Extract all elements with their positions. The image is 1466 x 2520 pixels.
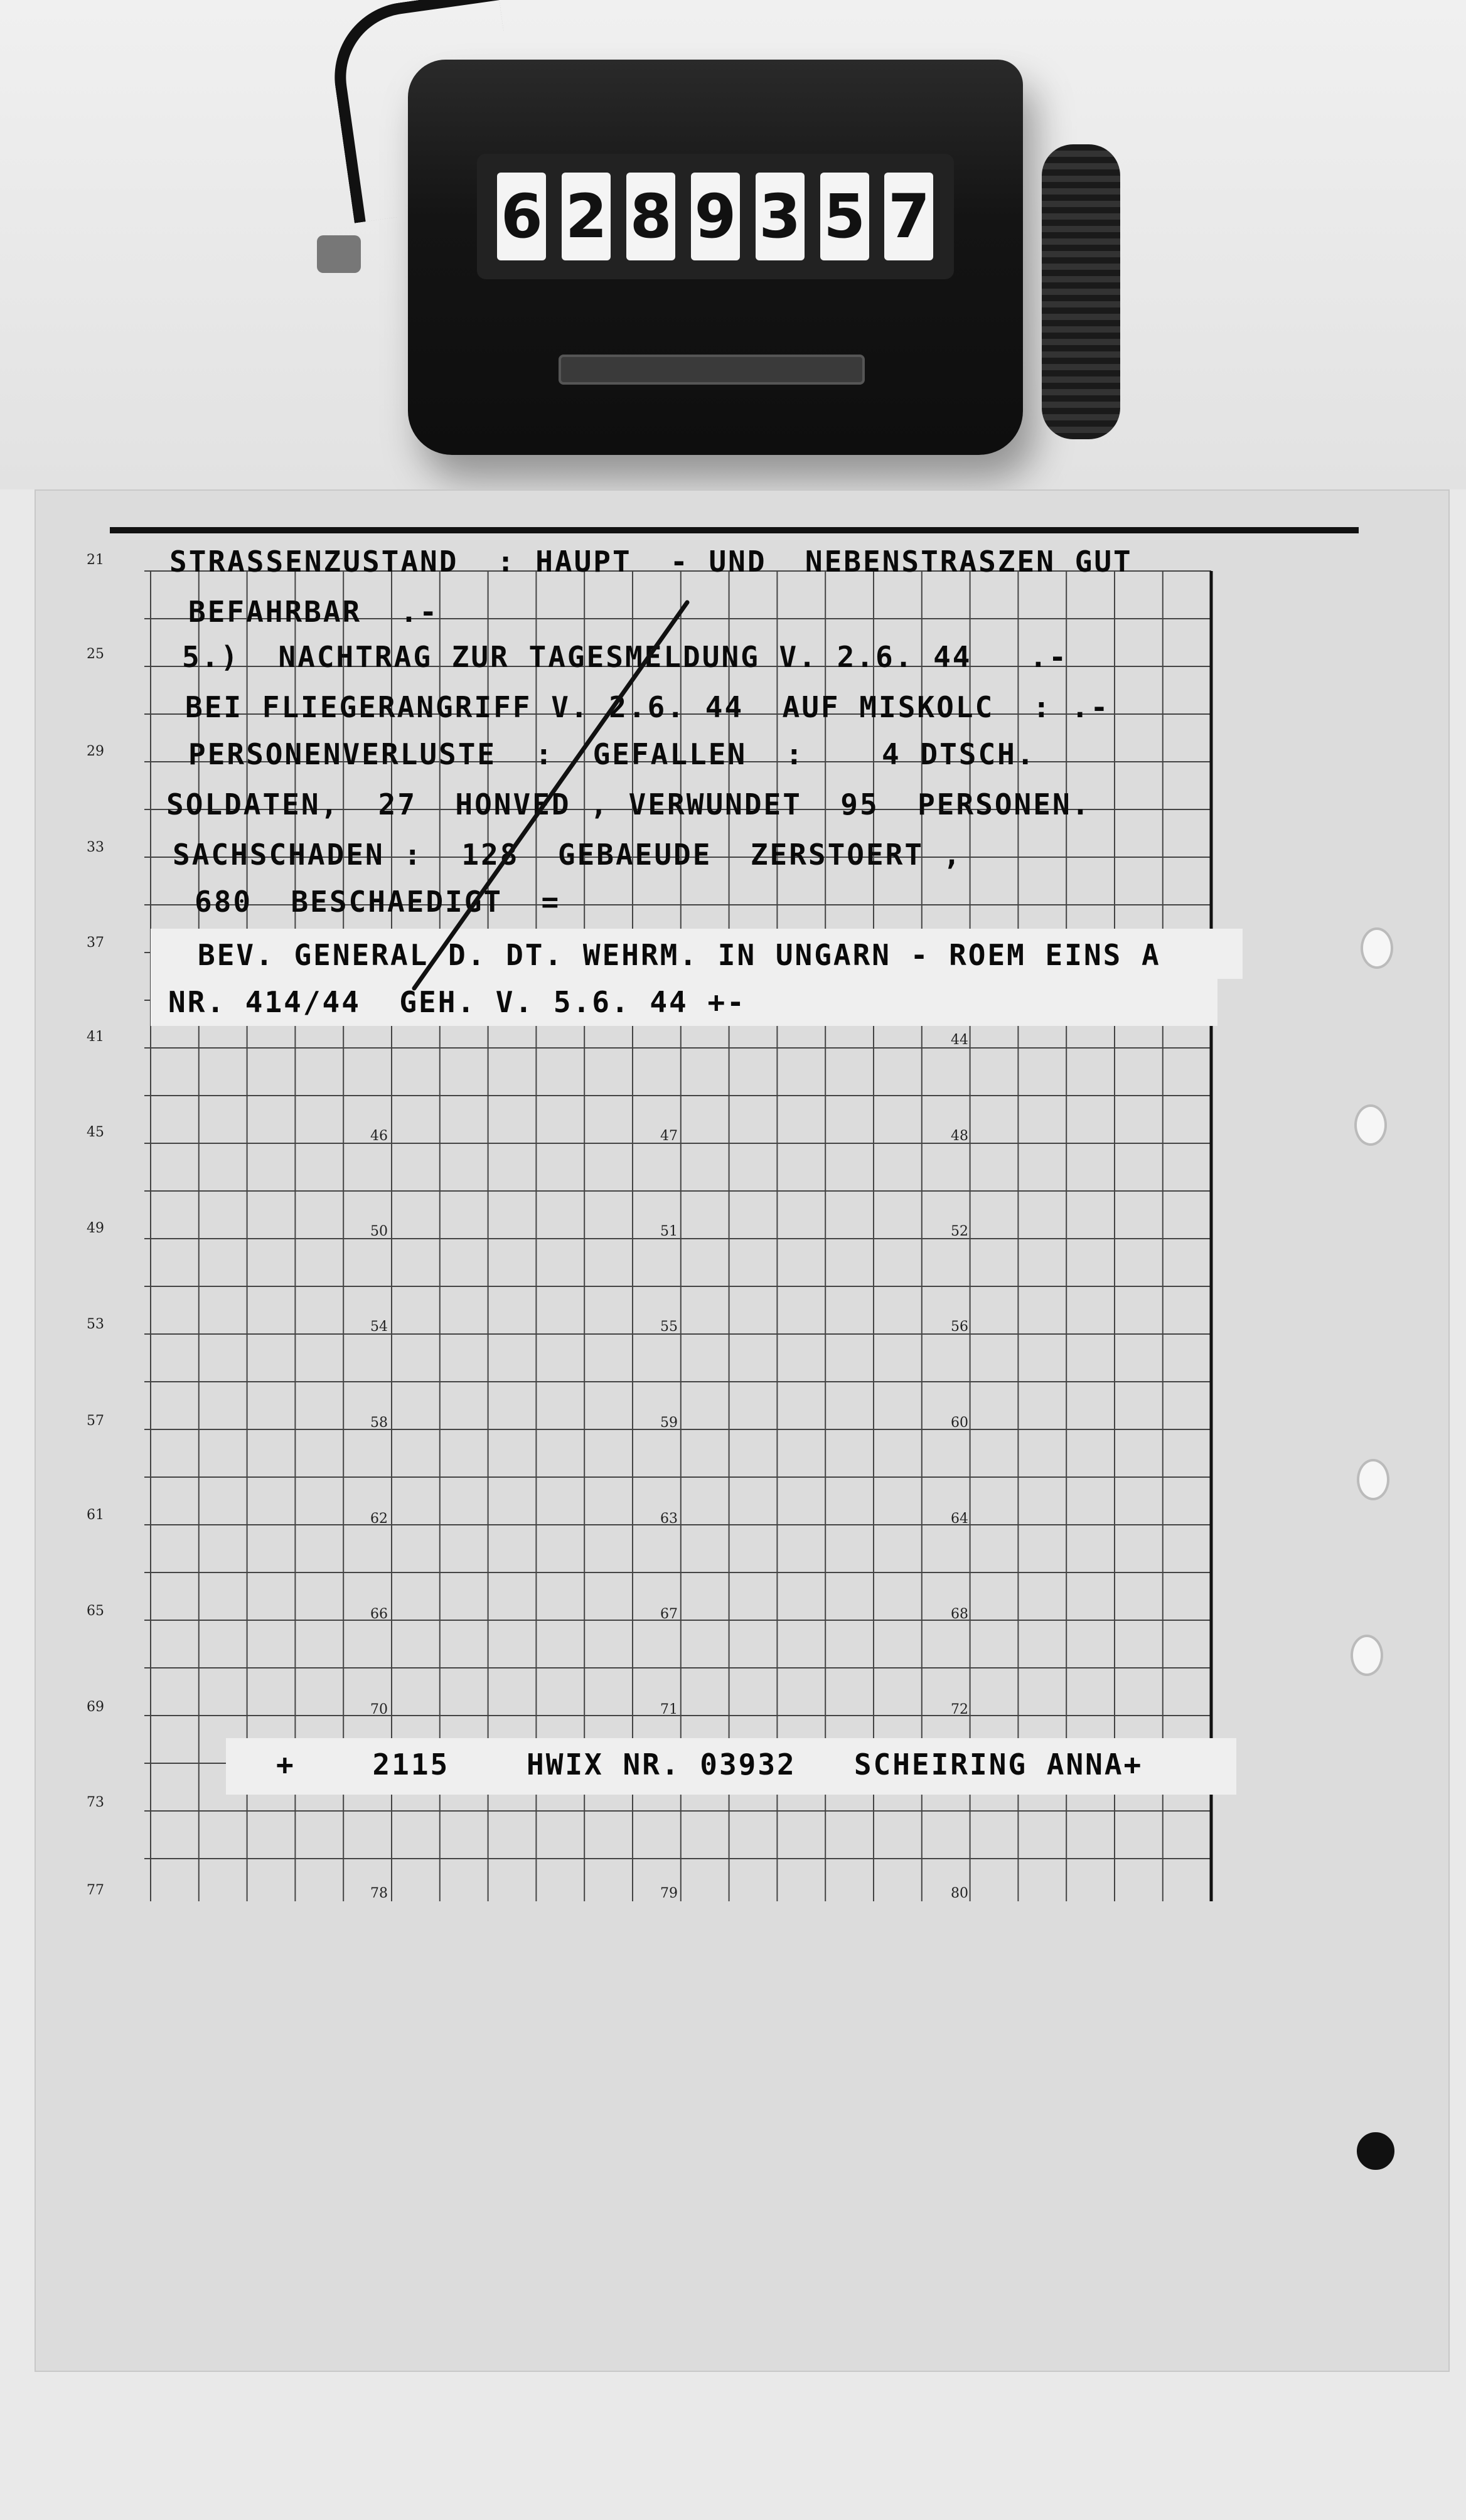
- cell-number: 48: [951, 1128, 968, 1144]
- cell-number: 46: [370, 1128, 388, 1144]
- cell-number: 64: [951, 1511, 968, 1527]
- row-number: 25: [87, 646, 104, 662]
- row-number: 49: [87, 1220, 104, 1236]
- cell-number: 51: [660, 1224, 678, 1239]
- counter-digit: 6: [497, 173, 546, 260]
- cell-number: 63: [660, 1511, 678, 1527]
- row-number: 77: [87, 1882, 104, 1898]
- row-number: 41: [87, 1029, 104, 1045]
- cell-number: 44: [951, 1032, 968, 1048]
- cell-number: 52: [951, 1224, 968, 1239]
- punch-hole: [1357, 2132, 1394, 2170]
- punch-hole: [1357, 1459, 1389, 1500]
- counter-digit: 2: [562, 173, 611, 260]
- cell-number: 78: [370, 1886, 388, 1901]
- message-line: 5.) NACHTRAG ZUR TAGESMELDUNG V. 2.6. 44 .-: [182, 640, 1068, 674]
- cell-number: 80: [951, 1886, 968, 1901]
- cell-number: 56: [951, 1319, 968, 1335]
- cell-number: 50: [370, 1224, 388, 1239]
- punch-hole: [1351, 1635, 1383, 1676]
- row-number: 45: [87, 1124, 104, 1140]
- message-line: PERSONENVERLUSTE : GEFALLEN : 4 DTSCH.: [188, 737, 1036, 771]
- cell-number: 70: [370, 1702, 388, 1717]
- message-line: BEFAHRBAR .-: [188, 595, 439, 629]
- cell-number: 58: [370, 1415, 388, 1431]
- row-number: 53: [87, 1316, 104, 1332]
- message-line: SACHSCHADEN : 128 GEBAEUDE ZERSTOERT ,: [173, 838, 963, 872]
- message-line: BEI FLIEGERANGRIFF V. 2.6. 44 AUF MISKOLC : .-: [185, 690, 1110, 724]
- cell-number: 55: [660, 1319, 678, 1335]
- row-number: 57: [87, 1413, 104, 1429]
- cell-number: 71: [660, 1702, 678, 1717]
- row-number: 21: [87, 552, 104, 568]
- row-number: 73: [87, 1795, 104, 1810]
- punch-hole: [1354, 1104, 1387, 1146]
- message-line: STRASSENZUSTAND : HAUPT - UND NEBENSTRASZEN GUT: [169, 545, 1133, 579]
- punch-hole: [1361, 927, 1393, 969]
- counter-digit: 8: [626, 173, 675, 260]
- cell-number: 68: [951, 1606, 968, 1622]
- row-number: 37: [87, 935, 104, 951]
- row-number: 65: [87, 1603, 104, 1619]
- cell-number: 79: [660, 1886, 678, 1901]
- cell-number: 66: [370, 1606, 388, 1622]
- message-line: BEV. GENERAL D. DT. WEHRM. IN UNGARN - ROEM EINS A: [198, 938, 1161, 972]
- message-line: SOLDATEN, 27 HONVED , VERWUNDET 95 PERSONEN.: [166, 788, 1091, 821]
- row-number: 29: [87, 744, 104, 759]
- row-number: 69: [87, 1699, 104, 1715]
- cell-number: 62: [370, 1511, 388, 1527]
- cell-number: 72: [951, 1702, 968, 1717]
- cell-number: 59: [660, 1415, 678, 1431]
- cell-number: 60: [951, 1415, 968, 1431]
- counter-digit: 9: [691, 173, 740, 260]
- cell-number: 47: [660, 1128, 678, 1144]
- cell-number: 54: [370, 1319, 388, 1335]
- cell-number: 67: [660, 1606, 678, 1622]
- message-footer: + 2115 HWIX NR. 03932 SCHEIRING ANNA+: [276, 1748, 1143, 1781]
- message-line: 680 BESCHAEDIGT =: [195, 885, 561, 919]
- message-line: NR. 414/44 GEH. V. 5.6. 44 +-: [168, 985, 746, 1019]
- row-number: 33: [87, 840, 104, 855]
- counter-digit: 5: [820, 173, 869, 260]
- counter-digit: 3: [756, 173, 805, 260]
- row-number: 61: [87, 1507, 104, 1523]
- counter-digit: 7: [884, 173, 933, 260]
